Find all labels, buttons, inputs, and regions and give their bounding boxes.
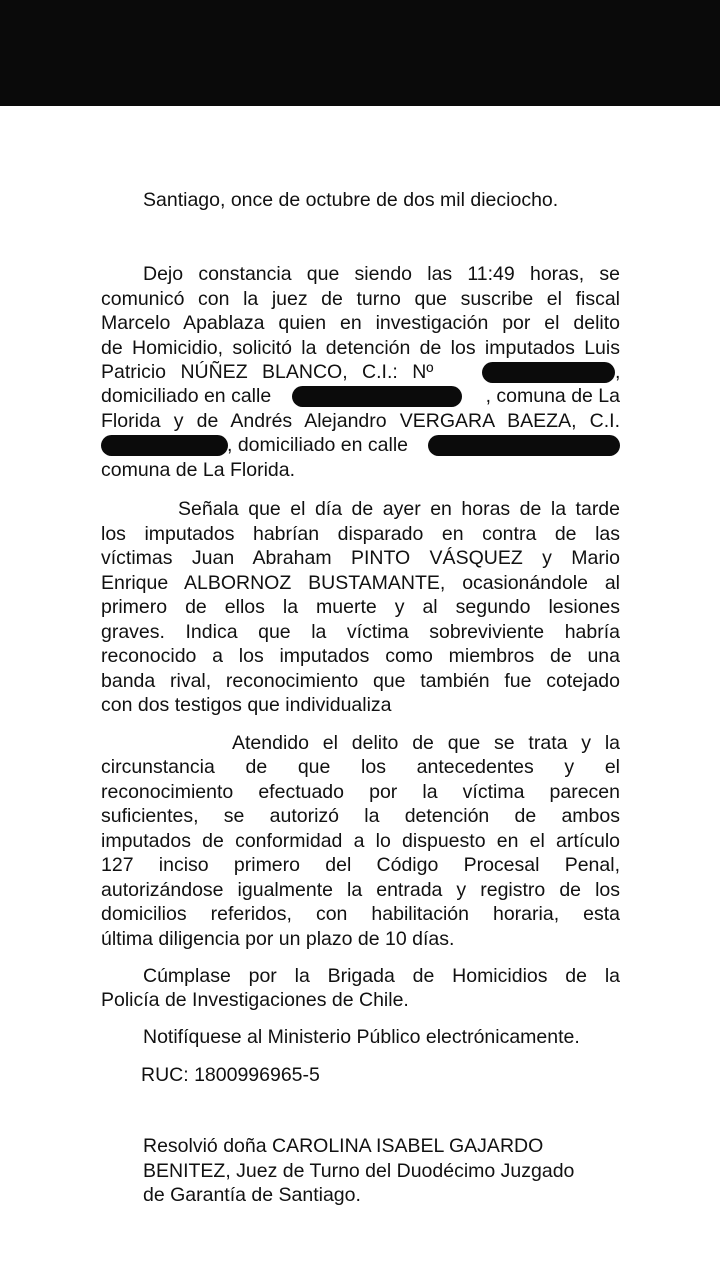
top-black-bar xyxy=(0,0,720,106)
para4-line1: Cúmplase por la Brigada de Homicidios de la xyxy=(143,965,620,987)
para3-line3: reconocimiento efectuado por la víctima parecen xyxy=(101,781,620,803)
resolved-line3: de Garantía de Santiago. xyxy=(143,1184,361,1206)
resolved-line2: BENITEZ, Juez de Turno del Duodécimo Juzgado xyxy=(143,1160,575,1182)
para1-line8-text: , domiciliado en calle xyxy=(227,434,409,456)
para2-line7: reconocido a los imputados como miembros de una xyxy=(101,645,620,667)
para3-line6: 127 inciso primero del Código Procesal Penal, xyxy=(101,854,620,876)
para3-line1: Atendido el delito de que se trata y la xyxy=(232,732,620,754)
para3-line4: suficientes, se autorizó la detención de ambos xyxy=(101,805,620,827)
para1-line9: comuna de La Florida. xyxy=(101,459,296,481)
para2-line1: Señala que el día de ayer en horas de la tarde xyxy=(178,498,620,520)
para1-line3: Marcelo Apablaza quien en investigación por el delito xyxy=(101,312,620,334)
redaction-ci-2 xyxy=(101,435,228,456)
para2-line3: víctimas Juan Abraham PINTO VÁSQUEZ y Mario xyxy=(101,547,620,569)
para3-line7: autorizándose igualmente la entrada y registro de los xyxy=(101,879,620,901)
para1-line5 xyxy=(101,360,620,385)
para4-line2: Policía de Investigaciones de Chile. xyxy=(101,989,409,1011)
para2-line2: los imputados habrían disparado en contra de las xyxy=(101,523,620,545)
para1-line6 xyxy=(101,384,620,409)
para1-line7: Florida y de Andrés Alejandro VERGARA BAEZA, C.I. xyxy=(101,410,620,432)
redaction-ci-1 xyxy=(482,362,615,383)
date-line: Santiago, once de octubre de dos mil dieciocho. xyxy=(143,189,559,211)
ruc-number: RUC: 1800996965-5 xyxy=(141,1064,320,1086)
para3-line8: domicilios referidos, con habilitación horaria, esta xyxy=(101,903,620,925)
para3-line9: última diligencia por un plazo de 10 días. xyxy=(101,928,455,950)
para3-line5: imputados de conformidad a lo dispuesto en el artículo xyxy=(101,830,620,852)
para1-line6-text: domiciliado en calle xyxy=(101,385,272,407)
para1-line2: comunicó con la juez de turno que suscribe el fiscal xyxy=(101,288,620,310)
para1-line4: de Homicidio, solicitó la detención de los imputados Luis xyxy=(101,337,620,359)
para1-line1: Dejo constancia que siendo las 11:49 horas, se xyxy=(143,263,620,285)
para1-line5-text: Patricio NÚÑEZ BLANCO, C.I.: Nº xyxy=(101,361,434,383)
redaction-address-1 xyxy=(292,386,462,407)
para2-line5: primero de ellos la muerte y al segundo lesiones xyxy=(101,596,620,618)
resolved-line1: Resolvió doña CAROLINA ISABEL GAJARDO xyxy=(143,1135,544,1157)
redaction-address-2 xyxy=(428,435,620,456)
para2-line8: banda rival, reconocimiento que también fue cotejado xyxy=(101,670,620,692)
para1-line5-comma: , xyxy=(615,361,621,383)
notify-line: Notifíquese al Ministerio Público electrónicamente. xyxy=(143,1026,580,1048)
para3-line2: circunstancia de que los antecedentes y el xyxy=(101,756,620,778)
para1-line6-tail: , comuna de La xyxy=(485,385,620,407)
para2-line4: Enrique ALBORNOZ BUSTAMANTE, ocasionándole al xyxy=(101,572,620,594)
para2-line6: graves. Indica que la víctima sobreviviente habría xyxy=(101,621,620,643)
para2-line9: con dos testigos que individualiza xyxy=(101,694,392,716)
